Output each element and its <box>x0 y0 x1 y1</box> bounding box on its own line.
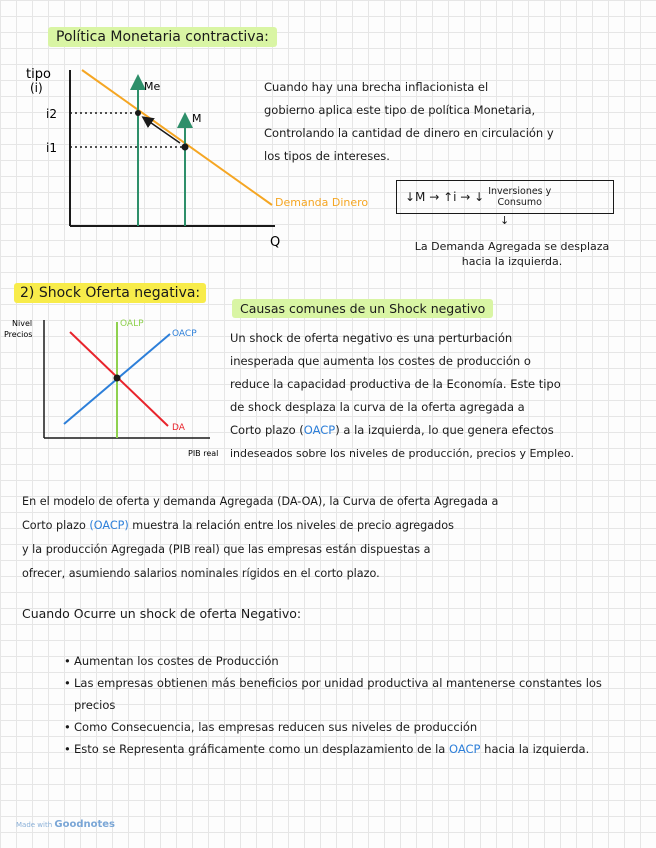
shift-arrow <box>144 118 180 143</box>
conclusion: La Demanda Agregada se desplaza hacia la izquierda. <box>414 240 610 268</box>
section1-title: Política Monetaria contractiva: <box>48 29 277 45</box>
shock-paragraph <box>230 327 650 465</box>
shock-line: indeseados sobre los niveles de producción, precios y Empleo. <box>230 447 574 460</box>
section2-title: 2) Shock Oferta negativa: <box>14 285 206 301</box>
model-line: En el modelo de oferta y demanda Agregada (DA-OA), la Curva de oferta Agregada a <box>22 495 499 508</box>
shock-line: Un shock de oferta negativo es una perturbación <box>230 331 513 345</box>
label-me: Me <box>144 80 161 93</box>
model-line: Corto plazo (OACP) muestra la relación entre los niveles de precio agregados <box>22 519 454 532</box>
when-title: Cuando Ocurre un shock de oferta Negativo: <box>22 606 302 621</box>
section1-text <box>264 76 649 168</box>
effect-box <box>396 180 614 214</box>
list-item: • Aumentan los costes de Producción <box>64 650 634 672</box>
ad-as-graph <box>0 312 228 462</box>
model-paragraph <box>22 490 650 586</box>
demand-label: Demanda Dinero <box>275 196 369 209</box>
shock-line: de shock desplaza la curva de la oferta agregada a <box>230 400 525 414</box>
shock-line: Corto plazo (OACP) a la izquierda, lo que genera efectos <box>230 423 554 437</box>
model-line: y la producción Agregada (PIB real) que las empresas están dispuestas a <box>22 543 431 556</box>
shock-line: reduce la capacidad productiva de la Economía. Este tipo <box>230 377 561 391</box>
x-axis-label: PIB real <box>188 449 219 458</box>
shock-line: inesperada que aumenta los costes de producción o <box>230 354 531 368</box>
shock-effects-list <box>64 650 634 760</box>
x-axis-label: Q <box>270 235 281 250</box>
section1-line: Controlando la cantidad de dinero en circulación y <box>264 126 554 140</box>
goodnotes-logo: Goodnotes <box>54 819 116 830</box>
money-demand-curve <box>82 70 272 205</box>
down-arrow: ↓ <box>500 214 510 227</box>
causes-title: Causas comunes de un Shock negativo <box>232 301 493 316</box>
label-i1: i1 <box>46 141 57 155</box>
oacp-label: OACP <box>172 329 197 339</box>
list-item: • Las empresas obtienen más beneficios por unidad productiva al mantenerse constantes los precios <box>64 672 634 716</box>
y-axis-label-2: (i) <box>30 81 43 95</box>
equilibrium-point <box>114 375 121 382</box>
y-axis-label-2: Precios <box>4 330 33 339</box>
model-line: ofrecer, asumiendo salarios nominales rígidos en el corto plazo. <box>22 567 380 580</box>
section1-line: gobierno aplica este tipo de política Monetaria, <box>264 103 536 117</box>
list-item: • Como Consecuencia, las empresas reducen sus niveles de producción <box>64 716 634 738</box>
y-axis-label-1: Nivel <box>12 319 33 328</box>
y-axis-label-1: tipo <box>26 67 51 82</box>
label-m: M <box>192 112 202 125</box>
section1-line: Cuando hay una brecha inflacionista el <box>264 80 489 94</box>
effect-target: Inversiones y Consumo <box>488 186 552 208</box>
section1-line: los tipos de intereses. <box>264 149 390 163</box>
label-i2: i2 <box>46 107 57 121</box>
equilibrium-initial <box>182 144 189 151</box>
effect-formula: ↓M → ↑i → ↓ <box>405 190 485 204</box>
goodnotes-watermark: Made with Goodnotes <box>16 819 116 830</box>
list-item: • Esto se Representa gráficamente como un desplazamiento de la OACP hacia la izquierda. <box>64 738 634 760</box>
da-label: DA <box>172 423 185 433</box>
oalp-label: OALP <box>120 319 144 329</box>
equilibrium-final <box>135 110 141 116</box>
